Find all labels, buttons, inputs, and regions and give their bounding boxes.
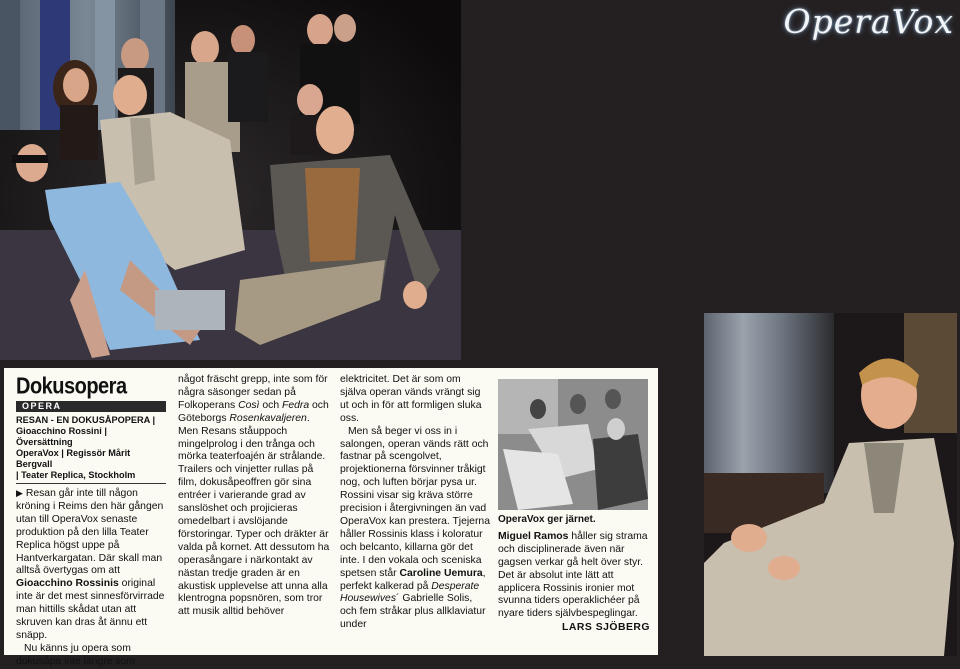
singer-name: Miguel Ramos: [498, 530, 569, 542]
article-paragraph: något fräscht grepp, inte som för några säsonger sedan på Folkoperans Così och Fedra och Göteborgs Rosenkavaljeren. Men Resans ståuppoch mingelprolog i den trånga och mörka teaterfoajén är strålande. Trailers och vinjetter rullas på film, dokusåpeoffren gör sina entréer i varierande grad av sanslöshet och projicieras omedelbart i avslöjande förstoringar. Typer och dräkter är valda på kornet. Att dessutom ha operasångare i närkontakt av nästan tredje graden är en akustisk upplevelse att unna alla klentrogna popsnören, som tror att musik alltid behöver: [178, 374, 330, 618]
credit-line: OperaVox | Regissör Mårit Bergvall: [16, 448, 131, 469]
credit-line: | Teater Replica, Stockholm: [16, 470, 136, 480]
work-title: Rosenkavaljeren: [229, 412, 307, 424]
article-paragraph: Miguel Ramos håller sig strama och disciplinerade även när gagsen verkar gå helt över styr. Det är absolut inte lätt att applicera Rossinis ironier mot svunna tiders operaklichéer på nyare tiders självbespeglingar.: [498, 530, 648, 620]
article-headline: Dokusopera: [16, 374, 127, 400]
credit-line: Gioacchino Rossini | Översättning: [16, 426, 107, 447]
article-paragraph: Nu känns ju opera som dokusåpa inte längre som: [16, 642, 135, 667]
operavox-logo: OperaVox: [783, 2, 954, 41]
work-title: Così: [238, 399, 260, 411]
production-photo-singer: [704, 313, 957, 656]
article-column-3: [340, 374, 490, 632]
article-column-4: [498, 373, 650, 635]
production-credits: [16, 415, 166, 484]
photo-caption: OperaVox ger järnet.: [498, 514, 596, 525]
article-paragraph: ▶ Resan går inte till någon kröning i Reims den här gången utan till OperaVox senaste produktion på den lilla Teater Replica högst uppe på Hantverkargatan. Där skall man alltså övertygas om att Gioacchino Rossinis original inte är det mest sinnesförvirrade man hittills skådat utan att skruven kan dras åt ännu ett snäpp.: [16, 488, 165, 641]
author-signature: LARS SJÖBERG: [562, 622, 650, 634]
composer-name: Gioacchino Rossinis: [16, 578, 119, 590]
article-paragraph: elektricitet. Det är som om själva operan vänds vrängt sig ut och in för att formligen sluka oss.: [340, 374, 482, 424]
work-title: Desperate Housewives: [340, 580, 480, 605]
section-kicker: OPERA: [16, 401, 166, 412]
lead-arrow-icon: ▶: [16, 488, 23, 498]
article-paragraph: Men så beger vi oss in i salongen, operan vänds rätt och fastnar på scengolvet, projektionerna försvinner tråkigt nog, och luften börjar pysa ur. Rossini visar sig kräva större precision i återgivningen än vad OperaVox kan prestera. Tjejerna håller Rossinis klass i koloratur och belcanto, killarna gör det inte. I den vokala och sceniska spetsen står Caroline Uemura, perfekt kalkerad på Desperate Housewives´ Gabrielle Solis, och fem stråkar plus allklaviatur under: [340, 425, 490, 631]
article-column-1: [16, 374, 166, 669]
singer-name: Caroline Uemura: [399, 567, 483, 579]
production-photo-ensemble: [0, 0, 461, 360]
credit-line: RESAN - EN DOKUSÅPOPERA |: [16, 415, 156, 425]
article-column-2: [178, 374, 331, 619]
work-title: Fedra: [281, 399, 310, 411]
inset-photo: [498, 379, 648, 510]
review-clipping: [4, 368, 658, 667]
